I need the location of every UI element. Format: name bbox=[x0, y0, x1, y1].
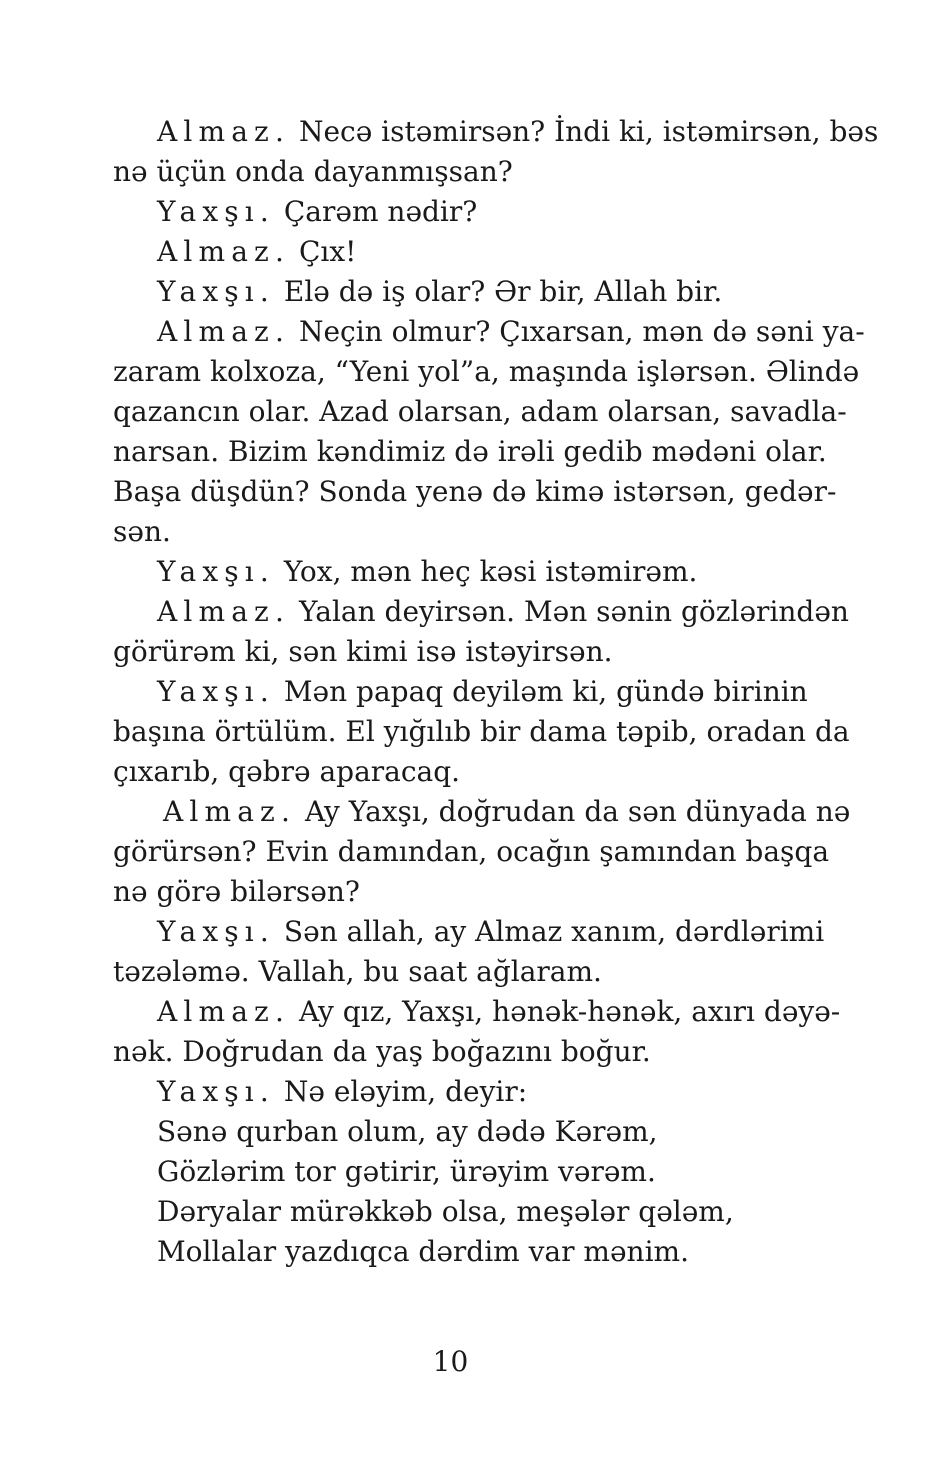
text-line-5: Yaxşı. Elə də iş olar? Ər bir, Allah bir. bbox=[157, 275, 723, 308]
text-line-19: görürsən? Evin damından, ocağın şamından başqa bbox=[113, 835, 830, 868]
speaker-name: Yaxşı. bbox=[157, 195, 275, 228]
text-line-4: Almaz. Çıx! bbox=[157, 235, 357, 268]
text-line-15: Yaxşı. Mən papaq deyiləm ki, gündə birinin bbox=[157, 675, 808, 708]
text-line-16: başına örtülüm. El yığılıb bir dama təpib, oradan da bbox=[113, 715, 850, 748]
text-line-1: Almaz. Necə istəmirsən? İndi ki, istəmirsən, bəs bbox=[157, 115, 879, 148]
speaker-name: Almaz. bbox=[163, 795, 297, 828]
text-line-12: Yaxşı. Yox, mən heç kəsi istəmirəm. bbox=[157, 555, 698, 588]
text-line-23: Almaz. Ay qız, Yaxşı, hənək-hənək, axırı dəyə- bbox=[157, 995, 841, 1028]
text-line-9: narsan. Bizim kəndimiz də irəli gedib mədəni olar. bbox=[113, 435, 827, 468]
text-line-10: Başa düşdün? Sonda yenə də kimə istərsən, gedər- bbox=[113, 475, 837, 508]
text-line-14: görürəm ki, sən kimi isə istəyirsən. bbox=[113, 635, 613, 668]
speaker-name: Yaxşı. bbox=[157, 555, 275, 588]
verse-line-1: Sənə qurban olum, ay dədə Kərəm, bbox=[157, 1115, 658, 1148]
text-line-3: Yaxşı. Çarəm nədir? bbox=[157, 195, 478, 228]
verse-line-2: Gözlərim tor gətirir, ürəyim vərəm. bbox=[157, 1155, 656, 1188]
text-line-13: Almaz. Yalan deyirsən. Mən sənin gözlərindən bbox=[157, 595, 849, 628]
speaker-name: Yaxşı. bbox=[157, 1075, 275, 1108]
speaker-name: Almaz. bbox=[157, 115, 291, 148]
text-line-21: Yaxşı. Sən allah, ay Almaz xanım, dərdlərimi bbox=[157, 915, 825, 948]
speaker-name: Almaz. bbox=[157, 235, 291, 268]
text-line-6: Almaz. Neçin olmur? Çıxarsan, mən də səni ya- bbox=[157, 315, 865, 348]
speaker-name: Yaxşı. bbox=[157, 675, 275, 708]
speaker-name: Almaz. bbox=[157, 995, 291, 1028]
speaker-name: Yaxşı. bbox=[157, 275, 275, 308]
text-line-20: nə görə bilərsən? bbox=[113, 875, 360, 908]
text-line-7: zaram kolxoza, “Yeni yol”a, maşında işlərsən. Əlində bbox=[113, 355, 860, 388]
text-line-25: Yaxşı. Nə eləyim, deyir: bbox=[157, 1075, 528, 1108]
text-line-22: təzələmə. Vallah, bu saat ağlaram. bbox=[113, 955, 602, 988]
verse-line-4: Mollalar yazdıqca dərdim var mənim. bbox=[157, 1235, 689, 1268]
speaker-name: Yaxşı. bbox=[157, 915, 275, 948]
verse-line-3: Dəryalar mürəkkəb olsa, meşələr qələm, bbox=[157, 1195, 734, 1228]
text-line-11: sən. bbox=[113, 515, 171, 548]
text-line-24: nək. Doğrudan da yaş boğazını boğur. bbox=[113, 1035, 651, 1068]
speaker-name: Almaz. bbox=[157, 315, 291, 348]
page-number: 10 bbox=[432, 1345, 469, 1378]
speaker-name: Almaz. bbox=[157, 595, 291, 628]
book-page bbox=[113, 112, 879, 1378]
text-line-18: Almaz. Ay Yaxşı, doğrudan da sən dünyada nə bbox=[163, 795, 851, 828]
text-line-8: qazancın olar. Azad olarsan, adam olarsan, savadla- bbox=[113, 395, 847, 428]
text-line-17: çıxarıb, qəbrə aparacaq. bbox=[113, 755, 461, 788]
text-line-2: nə üçün onda dayanmışsan? bbox=[113, 155, 513, 188]
